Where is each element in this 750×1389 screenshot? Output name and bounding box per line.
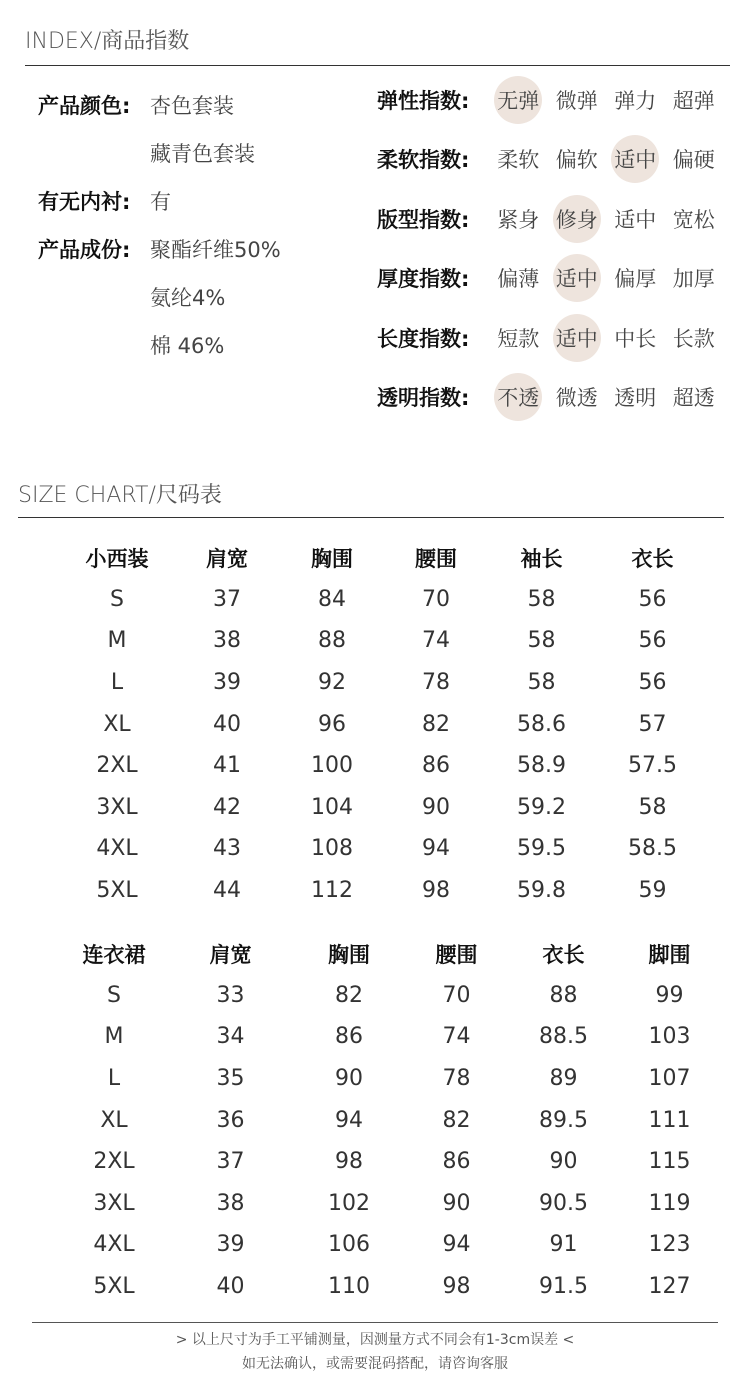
index-scale-row [377, 368, 727, 428]
measurement-cell: 74 [422, 628, 450, 654]
table-row [62, 1099, 722, 1141]
footer-note-measurement: > 以上尺寸为手工平铺测量，因测量方式不同会有1-3cm误差 < [175, 1332, 575, 1348]
index-scale-label: 厚度指数: [377, 267, 470, 292]
measurement-cell: 82 [422, 711, 450, 737]
table-row [62, 975, 722, 1017]
measurement-cell: 59.8 [517, 878, 566, 904]
measurement-cell: 119 [648, 1190, 691, 1216]
dress-size-table [62, 933, 722, 1307]
suit-header-cell: 衣长 [631, 546, 674, 571]
measurement-cell: 37 [213, 586, 241, 612]
measurement-cell: 34 [216, 1024, 245, 1050]
index-option: 短款 [497, 326, 540, 351]
index-option: 宽松 [672, 207, 715, 232]
index-option: 微透 [555, 386, 598, 411]
measurement-cell: 86 [335, 1024, 363, 1050]
measurement-cell: 58.5 [628, 836, 677, 862]
measurement-cell: 90 [442, 1190, 471, 1216]
index-option: 柔软 [497, 148, 540, 173]
size-label-cell: L [107, 1066, 121, 1092]
size-label-cell: 3XL [96, 794, 138, 820]
measurement-cell: 94 [422, 836, 450, 862]
measurement-cell: 110 [328, 1274, 370, 1300]
measurement-cell: 39 [216, 1232, 245, 1258]
index-scale-row [377, 70, 727, 130]
measurement-cell: 98 [422, 878, 450, 904]
index-scale-row [377, 189, 727, 249]
suit-header-cell: 肩宽 [206, 546, 248, 571]
measurement-cell: 98 [335, 1149, 363, 1175]
measurement-cell: 86 [422, 753, 450, 779]
size-label-cell: 2XL [93, 1149, 135, 1175]
index-option-selected: 适中 [606, 144, 665, 174]
measurement-cell: 44 [213, 878, 241, 904]
measurement-cell: 58 [638, 794, 667, 820]
table-row [62, 579, 712, 621]
measurement-cell: 37 [216, 1149, 245, 1175]
measurement-cell: 36 [216, 1107, 245, 1133]
measurement-cell: 82 [442, 1107, 471, 1133]
measurement-cell: 88 [318, 628, 346, 654]
measurement-cell: 88 [549, 982, 578, 1008]
measurement-cell: 91 [549, 1232, 578, 1258]
table-row [62, 745, 712, 787]
suit-size-table [62, 537, 712, 911]
measurement-cell: 102 [328, 1190, 370, 1216]
dress-header-row [62, 933, 722, 975]
footer-divider [32, 1322, 718, 1323]
dress-header-cell: 连衣裙 [82, 942, 146, 967]
dress-header-cell: 胸围 [328, 942, 370, 967]
measurement-cell: 56 [638, 586, 667, 612]
table-row [62, 1016, 722, 1058]
size-label-cell: 3XL [93, 1190, 135, 1216]
measurement-cell: 39 [213, 670, 241, 696]
index-scale-label: 弹性指数: [377, 88, 470, 113]
measurement-cell: 58 [527, 628, 556, 654]
index-option: 超透 [672, 386, 715, 411]
table-row [62, 787, 712, 829]
measurement-cell: 89.5 [539, 1107, 588, 1133]
index-section-title: INDEX/商品指数 [25, 29, 190, 54]
table-row [62, 1183, 722, 1225]
index-option: 紧身 [497, 207, 540, 232]
size-label-cell: L [110, 670, 124, 696]
product-info-values [150, 82, 255, 178]
table-row [62, 703, 712, 745]
size-chart-divider [18, 517, 724, 518]
size-label-cell: M [104, 1024, 124, 1050]
measurement-cell: 89 [549, 1066, 578, 1092]
measurement-cell: 96 [318, 711, 346, 737]
measurement-cell: 59.2 [517, 794, 566, 820]
index-scale-label: 透明指数: [377, 386, 470, 411]
size-label-cell: 4XL [96, 836, 138, 862]
product-info-value: 藏青色套装 [150, 142, 255, 166]
product-info-label: 有无内衬: [38, 190, 131, 214]
index-option-selected: 修身 [548, 204, 607, 234]
size-label-cell: 2XL [96, 753, 138, 779]
index-scale-row [377, 308, 727, 368]
measurement-cell: 90 [422, 794, 450, 820]
measurement-cell: 57.5 [628, 753, 677, 779]
measurement-cell: 90 [335, 1066, 363, 1092]
measurement-cell: 92 [318, 670, 346, 696]
size-chart-title: SIZE CHART/尺码表 [18, 483, 222, 508]
measurement-cell: 115 [648, 1149, 691, 1175]
size-label-cell: XL [103, 711, 131, 737]
index-option: 偏硬 [672, 148, 715, 173]
index-scale-label: 版型指数: [377, 207, 470, 232]
index-scale-label: 长度指数: [377, 326, 470, 351]
measurement-cell: 86 [442, 1149, 471, 1175]
index-option-selected: 不透 [489, 382, 548, 412]
measurement-cell: 108 [311, 836, 353, 862]
measurement-cell: 58.9 [517, 753, 566, 779]
measurement-cell: 90 [549, 1149, 578, 1175]
index-option: 超弹 [672, 88, 715, 113]
suit-header-cell: 袖长 [520, 546, 563, 571]
measurement-cell: 56 [638, 628, 667, 654]
table-row [62, 1058, 722, 1100]
measurement-cell: 91.5 [539, 1274, 588, 1300]
measurement-cell: 74 [442, 1024, 471, 1050]
measurement-cell: 58 [527, 586, 556, 612]
measurement-cell: 57 [638, 711, 667, 737]
measurement-cell: 59.5 [517, 836, 566, 862]
measurement-cell: 40 [213, 711, 241, 737]
measurement-cell: 94 [442, 1232, 471, 1258]
index-option: 透明 [614, 386, 657, 411]
product-info-values [150, 226, 281, 370]
measurement-cell: 104 [311, 794, 353, 820]
measurement-cell: 88.5 [539, 1024, 588, 1050]
dress-header-cell: 衣长 [542, 942, 585, 967]
index-option: 偏薄 [497, 267, 540, 292]
measurement-cell: 70 [422, 586, 450, 612]
size-label-cell: 4XL [93, 1232, 135, 1258]
index-option: 偏厚 [614, 267, 657, 292]
size-label-cell: S [110, 586, 124, 612]
product-info-label: 产品颜色: [38, 94, 131, 118]
product-info-value: 聚酯纤维50% [150, 238, 281, 262]
measurement-cell: 106 [328, 1232, 370, 1258]
index-option-selected: 无弹 [489, 85, 548, 115]
measurement-cell: 70 [442, 982, 471, 1008]
product-info-row [38, 226, 368, 370]
index-scale-label: 柔软指数: [377, 148, 470, 173]
size-label-cell: S [107, 982, 121, 1008]
measurement-cell: 42 [213, 794, 241, 820]
index-option: 弹力 [614, 88, 657, 113]
table-row [62, 1266, 722, 1308]
size-label-cell: 5XL [93, 1274, 135, 1300]
index-option: 微弹 [555, 88, 598, 113]
index-option: 中长 [614, 326, 657, 351]
size-label-cell: M [107, 628, 127, 654]
table-row [62, 620, 712, 662]
measurement-cell: 84 [318, 586, 346, 612]
measurement-cell: 38 [216, 1190, 245, 1216]
product-info-value: 有 [150, 190, 171, 214]
index-option: 偏软 [555, 148, 598, 173]
index-scale-row [377, 249, 727, 309]
measurement-cell: 56 [638, 670, 667, 696]
measurement-cell: 103 [648, 1024, 691, 1050]
suit-header-cell: 腰围 [415, 546, 457, 571]
table-row [62, 1141, 722, 1183]
index-scale-row [377, 130, 727, 190]
product-info-value: 杏色套装 [150, 94, 234, 118]
measurement-cell: 112 [311, 878, 353, 904]
measurement-cell: 123 [648, 1232, 691, 1258]
measurement-cell: 59 [638, 878, 667, 904]
measurement-cell: 82 [335, 982, 363, 1008]
dress-header-cell: 肩宽 [209, 942, 252, 967]
product-info-value: 氨纶4% [150, 286, 226, 310]
table-row [62, 828, 712, 870]
measurement-cell: 78 [422, 670, 450, 696]
measurement-cell: 58 [527, 670, 556, 696]
measurement-cell: 33 [216, 982, 245, 1008]
dress-header-cell: 脚围 [648, 942, 691, 967]
measurement-cell: 98 [442, 1274, 471, 1300]
product-info [38, 82, 368, 370]
product-info-values [150, 178, 171, 226]
product-info-row [38, 178, 368, 226]
table-row [62, 662, 712, 704]
index-scales [377, 70, 727, 427]
index-option: 加厚 [672, 267, 715, 292]
measurement-cell: 90.5 [539, 1190, 588, 1216]
measurement-cell: 99 [655, 982, 684, 1008]
measurement-cell: 107 [648, 1066, 691, 1092]
measurement-cell: 78 [442, 1066, 471, 1092]
product-info-value: 棉 46% [150, 334, 225, 358]
suit-header-cell: 小西装 [85, 546, 149, 571]
table-row [62, 1224, 722, 1266]
product-info-row [38, 82, 368, 178]
footer-note-contact: 如无法确认，或需要混码搭配，请咨询客服 [242, 1356, 508, 1372]
index-option: 适中 [614, 207, 657, 232]
measurement-cell: 127 [648, 1274, 691, 1300]
measurement-cell: 40 [216, 1274, 245, 1300]
index-option: 长款 [672, 326, 715, 351]
index-divider [25, 65, 730, 66]
dress-header-cell: 腰围 [435, 942, 478, 967]
table-row [62, 870, 712, 912]
measurement-cell: 41 [213, 753, 241, 779]
index-option-selected: 适中 [548, 263, 607, 293]
suit-header-row [62, 537, 712, 579]
size-label-cell: 5XL [96, 878, 138, 904]
measurement-cell: 35 [216, 1066, 245, 1092]
measurement-cell: 94 [335, 1107, 363, 1133]
measurement-cell: 43 [213, 836, 241, 862]
product-info-label: 产品成份: [38, 238, 131, 262]
size-label-cell: XL [100, 1107, 128, 1133]
measurement-cell: 100 [311, 753, 353, 779]
measurement-cell: 58.6 [517, 711, 566, 737]
measurement-cell: 38 [213, 628, 241, 654]
measurement-cell: 111 [648, 1107, 691, 1133]
index-option-selected: 适中 [548, 323, 607, 353]
suit-header-cell: 胸围 [311, 546, 353, 571]
